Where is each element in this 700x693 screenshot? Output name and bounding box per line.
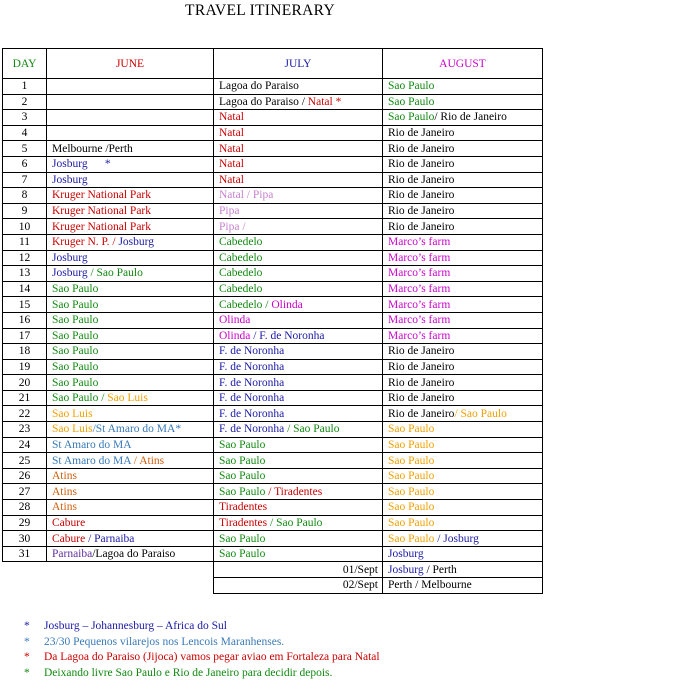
place-text: Olinda [271, 298, 303, 311]
note-text: Josburg – Johannesburg – Africa do Sul [44, 620, 227, 632]
place-text: Josburg [52, 267, 88, 280]
place-text: Sao Paulo [52, 345, 99, 358]
place-text: Lagoa do Paraiso [219, 80, 299, 93]
june-cell [47, 188, 214, 204]
day-cell: 24 [3, 437, 47, 453]
table-row [3, 219, 543, 235]
july-cell [214, 234, 383, 250]
table-row [3, 578, 543, 594]
august-cell [383, 156, 543, 172]
august-cell [383, 500, 543, 516]
place-text: Rio de Janeiro [388, 158, 455, 171]
table-row [3, 328, 543, 344]
table-row [3, 312, 543, 328]
place-text: Natal / Pipa [219, 189, 274, 202]
place-text: Marco’s farm [388, 314, 451, 327]
table-row [3, 515, 543, 531]
note-asterisk: * [24, 666, 30, 679]
day-cell: 17 [3, 328, 47, 344]
july-cell [214, 515, 383, 531]
july-cell [214, 141, 383, 157]
place-text: Sao Paulo [388, 80, 435, 93]
july-cell [214, 203, 383, 219]
place-text: Rio de Janeiro [388, 345, 455, 358]
day-cell: 6 [3, 156, 47, 172]
july-cell [214, 79, 383, 95]
place-text: Natal [219, 158, 244, 171]
place-text: Pipa [219, 205, 240, 218]
table-row [3, 546, 543, 562]
place-text: F. de Noronha [219, 360, 285, 373]
date-cell: 02/Sept [214, 578, 383, 594]
august-cell [383, 125, 543, 141]
august-cell [383, 484, 543, 500]
place-text: Sao Paulo [219, 470, 266, 483]
place-text: / Tiradentes [265, 485, 323, 498]
june-cell [47, 125, 214, 141]
place-text: Cabedelo [219, 267, 263, 280]
june-cell [47, 328, 214, 344]
place-text: /Lagoa do Paraiso [92, 548, 176, 561]
july-cell [214, 281, 383, 297]
june-cell [47, 234, 214, 250]
june-cell [47, 312, 214, 328]
place-text: Pipa / [219, 220, 246, 233]
june-cell [47, 203, 214, 219]
day-cell: 20 [3, 375, 47, 391]
place-text: Kruger National Park [52, 189, 151, 202]
place-text: Josburg [443, 532, 479, 545]
august-cell [383, 437, 543, 453]
august-cell [383, 531, 543, 547]
note-text: 23/30 Pequenos vilarejos nos Lencois Maranhenses. [44, 635, 285, 648]
day-cell: 26 [3, 468, 47, 484]
august-cell [383, 250, 543, 266]
day-cell: 22 [3, 406, 47, 422]
place-text: St Amaro do MA [52, 454, 131, 467]
table-row [3, 344, 543, 360]
day-cell: 25 [3, 453, 47, 469]
july-cell [214, 172, 383, 188]
place-text: Rio de Janeiro [388, 360, 455, 373]
june-cell [47, 266, 214, 282]
table-row [3, 406, 543, 422]
place-text: Lagoa do Paraiso [219, 95, 299, 108]
header-june: JUNE [47, 49, 214, 79]
header-day: DAY [3, 49, 47, 79]
table-row [3, 188, 543, 204]
note-text: Deixando livre Sao Paulo e Rio de Janeiro para decidir depois. [44, 666, 333, 679]
place-text: Cabure [52, 532, 86, 545]
day-cell: 5 [3, 141, 47, 157]
place-text: / Parnaiba [85, 532, 135, 545]
august-cell [383, 344, 543, 360]
table-row [3, 203, 543, 219]
place-text: Josburg [388, 563, 424, 576]
july-cell [214, 359, 383, 375]
place-text: /St Amaro do MA* [92, 423, 182, 436]
august-cell [383, 312, 543, 328]
july-cell [214, 437, 383, 453]
note-asterisk: * [24, 651, 30, 664]
table-row [3, 172, 543, 188]
august-cell [383, 110, 543, 126]
place-text: Sao Paulo [388, 532, 435, 545]
page-title: TRAVEL ITINERARY [185, 2, 335, 19]
table-row [3, 500, 543, 516]
place-text: / Rio de Janeiro [434, 111, 507, 124]
note-line [24, 666, 380, 682]
day-cell: 14 [3, 281, 47, 297]
table-row [3, 297, 543, 313]
place-text: Sao Paulo [52, 376, 99, 389]
place-text: Rio de Janeiro [388, 407, 455, 420]
place-text: Marco’s farm [388, 298, 451, 311]
july-cell [214, 500, 383, 516]
august-cell [383, 266, 543, 282]
day-cell: 1 [3, 79, 47, 95]
place-text: Sao Luis [52, 423, 93, 436]
june-cell [47, 375, 214, 391]
june-cell [47, 546, 214, 562]
place-text: Natal [219, 127, 244, 140]
place-text: Tiradentes [219, 501, 268, 514]
place-text: Atins [52, 485, 77, 498]
place-text: Parnaiba [52, 548, 93, 561]
day-cell: 18 [3, 344, 47, 360]
july-cell [214, 94, 383, 110]
august-cell [383, 375, 543, 391]
place-text: Sao Paulo / [52, 392, 108, 405]
place-text: / [434, 532, 444, 545]
august-cell [383, 515, 543, 531]
header-august: AUGUST [383, 49, 543, 79]
day-cell: 3 [3, 110, 47, 126]
june-cell [47, 500, 214, 516]
place-text: St Amaro do MA [52, 438, 132, 451]
place-text: Sao Paulo [388, 438, 435, 451]
table-row [3, 468, 543, 484]
august-cell [383, 219, 543, 235]
day-cell: 4 [3, 125, 47, 141]
august-cell [383, 453, 543, 469]
place-text: Sao Paulo [388, 501, 435, 514]
june-cell [47, 406, 214, 422]
table-row [3, 156, 543, 172]
note-asterisk: * [24, 620, 30, 632]
place-text: Sao Paulo [388, 470, 435, 483]
place-text: Josburg [118, 236, 155, 249]
august-cell [383, 79, 543, 95]
note-text: Da Lagoa do Paraiso (Jijoca) vamos pegar aviao em Fortaleza para Natal [44, 651, 380, 664]
august-cell [383, 281, 543, 297]
july-cell [214, 531, 383, 547]
place-text: F. de Noronha [219, 392, 285, 405]
place-text: Sao Paulo [219, 532, 266, 545]
place-text: / Sao Paulo [454, 407, 507, 420]
day-cell: 29 [3, 515, 47, 531]
table-row [3, 375, 543, 391]
empty-cell [3, 562, 47, 578]
place-text: / Sao Paulo [267, 516, 323, 529]
place-text: Sao Paulo [219, 485, 266, 498]
july-cell [214, 312, 383, 328]
place-text: Cabedelo [219, 283, 263, 296]
place-text: Marco’s farm [388, 251, 451, 264]
day-cell: 31 [3, 546, 47, 562]
place-text: Natal [219, 173, 244, 186]
place-text: Sao Paulo [52, 283, 99, 296]
place-text: Sao Paulo [52, 360, 99, 373]
place-text: Atins [52, 501, 77, 514]
day-cell: 27 [3, 484, 47, 500]
place-text: Sao Luis [107, 392, 148, 405]
place-text: Sao Paulo [52, 298, 99, 311]
place-text: Rio de Janeiro [388, 142, 455, 155]
table-row [3, 437, 543, 453]
place-text: F. de Noronha [219, 345, 285, 358]
july-cell [214, 110, 383, 126]
day-cell: 15 [3, 297, 47, 313]
place-text: Sao Paulo [388, 423, 435, 436]
june-cell [47, 172, 214, 188]
june-cell [47, 110, 214, 126]
place-text: Marco’s farm [388, 267, 451, 280]
place-text: Cabedelo [219, 236, 263, 249]
day-cell: 16 [3, 312, 47, 328]
day-cell: 28 [3, 500, 47, 516]
place-text: Tiradentes [219, 516, 268, 529]
note-line [24, 619, 380, 635]
august-cell [383, 468, 543, 484]
place-text: Perth / Melbourne [388, 579, 472, 592]
august-cell [383, 297, 543, 313]
day-cell: 2 [3, 94, 47, 110]
note-line [24, 635, 380, 651]
july-cell [214, 390, 383, 406]
empty-cell [47, 562, 214, 578]
place-text: / F. de Noronha [250, 329, 325, 342]
july-cell [214, 250, 383, 266]
place-text: Josburg [52, 251, 88, 264]
august-cell [383, 546, 543, 562]
place-text: Kruger National Park [52, 220, 151, 233]
place-text: / [298, 95, 308, 108]
day-cell: 12 [3, 250, 47, 266]
august-cell [383, 141, 543, 157]
place-text: Sao Paulo [219, 454, 266, 467]
july-cell [214, 125, 383, 141]
day-cell: 23 [3, 422, 47, 438]
place-text: Sao Paulo [219, 438, 266, 451]
june-cell [47, 359, 214, 375]
place-text: Sao Luis [52, 407, 93, 420]
place-text: Josburg [52, 173, 88, 186]
place-text: Olinda [219, 329, 251, 342]
day-cell: 30 [3, 531, 47, 547]
day-cell: 19 [3, 359, 47, 375]
august-cell [383, 94, 543, 110]
july-cell [214, 375, 383, 391]
table-row [3, 531, 543, 547]
place-text: Kruger N. P. / [52, 236, 119, 249]
place-text: Kruger National Park [52, 205, 151, 218]
place-text: Cabure [52, 516, 86, 529]
table-row [3, 562, 543, 578]
empty-cell [3, 578, 47, 594]
august-cell [383, 406, 543, 422]
june-cell [47, 515, 214, 531]
place-text: Rio de Janeiro [388, 205, 455, 218]
table-row [3, 359, 543, 375]
place-text: Josburg [388, 548, 424, 561]
july-cell [214, 484, 383, 500]
place-text: Melbourne /Perth [52, 142, 133, 155]
place-text: Sao Paulo [219, 548, 266, 561]
july-cell [214, 453, 383, 469]
july-cell [214, 219, 383, 235]
place-text: F. de Noronha [219, 423, 285, 436]
july-cell [214, 188, 383, 204]
place-text: / Sao Paulo [284, 423, 340, 436]
place-text: Josburg [52, 158, 88, 171]
table-row [3, 390, 543, 406]
table-row [3, 250, 543, 266]
june-cell [47, 437, 214, 453]
table-row [3, 79, 543, 95]
day-cell: 10 [3, 219, 47, 235]
date-cell: 01/Sept [214, 562, 383, 578]
place-text: Sao Paulo [388, 111, 435, 124]
place-text: Rio de Janeiro [388, 173, 455, 186]
june-cell [47, 531, 214, 547]
table-row [3, 422, 543, 438]
august-cell [383, 328, 543, 344]
place-text: Sao Paulo [388, 516, 435, 529]
place-text: Sao Paulo [52, 329, 99, 342]
august-cell [383, 422, 543, 438]
august-cell [383, 203, 543, 219]
place-text: Rio de Janeiro [388, 392, 455, 405]
header-july: JULY [214, 49, 383, 79]
place-text: / Sao Paulo [87, 267, 143, 280]
place-text: Rio de Janeiro [388, 127, 455, 140]
june-cell [47, 219, 214, 235]
day-cell: 9 [3, 203, 47, 219]
july-cell [214, 546, 383, 562]
place-text: Marco’s farm [388, 283, 451, 296]
place-text: F. de Noronha [219, 407, 285, 420]
day-cell: 7 [3, 172, 47, 188]
august-cell [383, 562, 543, 578]
day-cell: 21 [3, 390, 47, 406]
august-cell [383, 172, 543, 188]
june-cell [47, 344, 214, 360]
place-text: F. de Noronha [219, 376, 285, 389]
place-text: Natal * [307, 95, 342, 108]
june-cell [47, 94, 214, 110]
june-cell [47, 156, 214, 172]
itinerary-body [3, 79, 543, 594]
table-row [3, 110, 543, 126]
august-cell [383, 359, 543, 375]
place-text: Rio de Janeiro [388, 220, 455, 233]
place-text: / Atins [130, 454, 165, 467]
place-text: Cabedelo [219, 251, 263, 264]
place-text: Sao Paulo [388, 485, 435, 498]
july-cell [214, 468, 383, 484]
place-text: Rio de Janeiro [388, 189, 455, 202]
table-row [3, 453, 543, 469]
place-text: Atins [52, 470, 77, 483]
august-cell [383, 578, 543, 594]
day-cell: 13 [3, 266, 47, 282]
june-cell [47, 281, 214, 297]
header-row [3, 49, 543, 79]
june-cell [47, 250, 214, 266]
table-row [3, 125, 543, 141]
empty-cell [47, 578, 214, 594]
june-cell [47, 297, 214, 313]
july-cell [214, 406, 383, 422]
june-cell [47, 141, 214, 157]
june-cell [47, 484, 214, 500]
table-row [3, 94, 543, 110]
june-cell [47, 468, 214, 484]
place-text: Marco’s farm [388, 236, 451, 249]
place-text: Natal [219, 142, 244, 155]
august-cell [383, 390, 543, 406]
day-cell: 8 [3, 188, 47, 204]
july-cell [214, 266, 383, 282]
august-cell [383, 188, 543, 204]
july-cell [214, 422, 383, 438]
july-cell [214, 328, 383, 344]
place-text: * [87, 158, 111, 171]
place-text: Rio de Janeiro [388, 376, 455, 389]
place-text: Sao Paulo [388, 95, 435, 108]
table-row [3, 141, 543, 157]
place-text: Marco’s farm [388, 329, 451, 342]
note-line [24, 650, 380, 666]
june-cell [47, 79, 214, 95]
table-row [3, 234, 543, 250]
notes [24, 619, 380, 681]
june-cell [47, 453, 214, 469]
august-cell [383, 234, 543, 250]
table-row [3, 281, 543, 297]
july-cell [214, 297, 383, 313]
june-cell [47, 422, 214, 438]
place-text: Olinda [219, 314, 251, 327]
place-text: Natal [219, 111, 244, 124]
day-cell: 11 [3, 234, 47, 250]
place-text: Cabedelo / [219, 298, 272, 311]
place-text: Sao Paulo [388, 454, 435, 467]
july-cell [214, 156, 383, 172]
table-row [3, 266, 543, 282]
note-asterisk: * [24, 635, 30, 648]
itinerary-table [2, 48, 543, 594]
june-cell [47, 390, 214, 406]
table-row [3, 484, 543, 500]
july-cell [214, 344, 383, 360]
place-text: Sao Paulo [52, 314, 99, 327]
place-text: / Perth [423, 563, 457, 576]
